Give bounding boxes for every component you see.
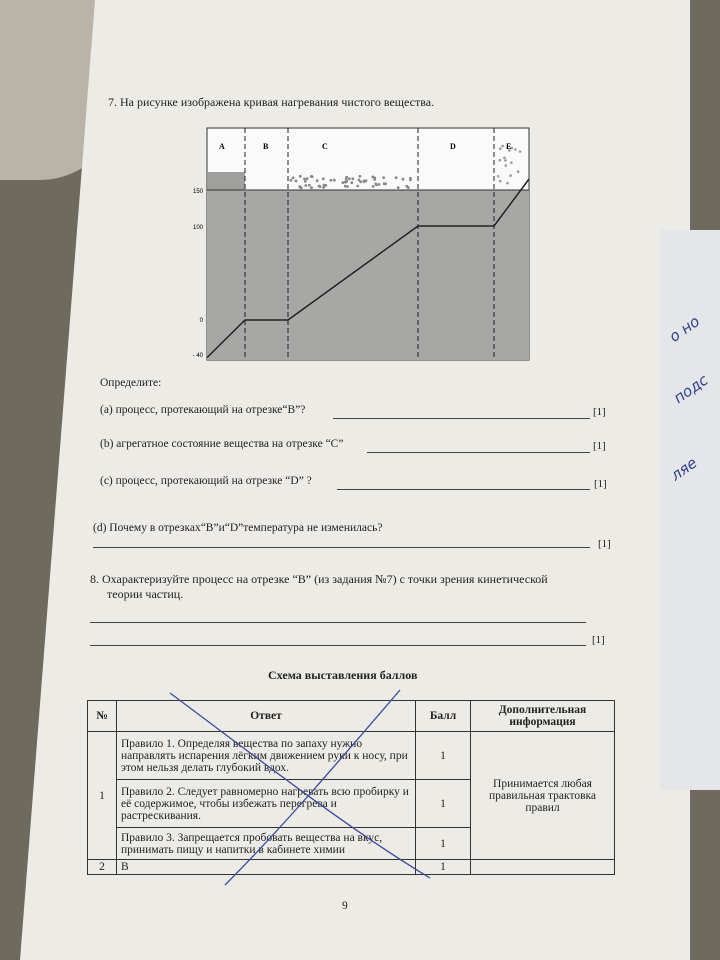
scoring-table xyxy=(87,700,615,875)
handwriting-fragment: о но xyxy=(665,312,704,346)
y-tick-label: 150 xyxy=(192,189,203,195)
handwriting-fragment: подс xyxy=(670,370,712,408)
particle-dot xyxy=(499,180,502,183)
particle-dot xyxy=(363,180,366,183)
particle-dot xyxy=(358,179,361,182)
q8-answer-line-2[interactable] xyxy=(90,645,586,646)
particle-dot xyxy=(517,170,520,173)
y-tick-label: - 40 xyxy=(192,353,203,359)
particle-dot xyxy=(322,177,325,180)
q7b-text: (b) агрегатное состояние вещества на отрезке “С” xyxy=(100,438,344,450)
q7a-answer-line[interactable] xyxy=(333,418,590,419)
particle-dot xyxy=(300,187,303,190)
particle-dot xyxy=(318,185,321,188)
y-tick-label: 0 xyxy=(199,318,203,324)
particle-dot xyxy=(372,185,375,188)
particle-dot xyxy=(383,182,386,185)
particle-dot xyxy=(304,184,307,187)
particle-dot xyxy=(304,180,307,183)
segment-label: A xyxy=(219,142,225,151)
q8-mark: [1] xyxy=(592,634,605,646)
particle-dot xyxy=(323,184,326,187)
determine-label: Определите: xyxy=(100,377,162,389)
question-8-title: 8. Охарактеризуйте процесс на отрезке “B” (из задания №7) с точки зрения кинетической xyxy=(90,572,548,586)
particle-dot xyxy=(303,178,306,181)
particle-dot xyxy=(497,175,500,178)
q7c-answer-line[interactable] xyxy=(337,489,590,490)
particle-dot xyxy=(506,182,509,185)
q7c-mark: [1] xyxy=(594,478,607,490)
answer-2: B xyxy=(117,860,416,875)
particle-dot xyxy=(402,178,405,181)
particle-dot xyxy=(299,175,302,178)
particle-dot xyxy=(346,185,349,188)
chart-fill xyxy=(207,190,529,360)
particle-dot xyxy=(333,179,336,182)
particle-dot xyxy=(350,181,353,184)
header-score: Балл xyxy=(416,701,471,732)
question-8-title-2: теории частиц. xyxy=(107,587,184,601)
particle-dot xyxy=(348,177,351,180)
particle-dot xyxy=(503,157,506,160)
header-info: Дополнительная информация xyxy=(471,701,615,732)
page-number: 9 xyxy=(342,900,348,912)
info-cell: Принимается любая правильная трактовка правил xyxy=(471,732,615,860)
particle-dot xyxy=(409,179,412,182)
row-num-1: 1 xyxy=(88,732,117,860)
particle-dot xyxy=(345,180,348,183)
y-tick-label: 100 xyxy=(192,225,203,231)
particle-dot xyxy=(519,150,522,153)
segment-label: C xyxy=(322,142,328,151)
score-4: 1 xyxy=(416,860,471,875)
row-num-2: 2 xyxy=(88,860,117,875)
particle-dot xyxy=(306,177,309,180)
particle-dot xyxy=(290,179,293,182)
q7d-mark: [1] xyxy=(598,538,611,550)
particle-dot xyxy=(322,186,325,189)
particle-dot xyxy=(397,186,400,189)
q7b-mark: [1] xyxy=(593,440,606,452)
particle-dot xyxy=(510,161,513,164)
solid-particles xyxy=(208,172,245,190)
segment-label: D xyxy=(450,142,456,151)
particle-dot xyxy=(356,185,359,188)
particle-dot xyxy=(405,185,408,188)
particle-dot xyxy=(378,183,381,186)
segment-label: B xyxy=(263,142,269,151)
q7a-text: (a) процесс, протекающий на отрезке“B”? xyxy=(100,404,306,416)
particle-dot xyxy=(505,164,508,167)
particle-dot xyxy=(504,159,507,162)
score-3: 1 xyxy=(416,828,471,860)
q7c-text: (c) процесс, протекающий на отрезке “D” ? xyxy=(100,475,312,487)
segment-label: E xyxy=(506,142,512,151)
q7b-answer-line[interactable] xyxy=(367,452,590,453)
particle-dot xyxy=(310,175,313,178)
q7a-mark: [1] xyxy=(593,406,606,418)
rule-2: Правило 2. Следует равномерно нагревать всю пробирку и её содержимое, чтобы избежать перегрева и растрескивания. xyxy=(117,780,416,828)
particle-dot xyxy=(351,177,354,180)
score-2: 1 xyxy=(416,780,471,828)
q7d-text: (d) Почему в отрезках“B”и“D”температура не изменилась? xyxy=(93,522,383,534)
rule-3: Правило 3. Запрещается пробовать вещества на вкус, принимать пищу и напитки в кабинете химии xyxy=(117,828,416,860)
rule-1: Правило 1. Определяя вещества по запаху нужно направлять испарения лёгким движением руки к носу, при этом нельзя делать глубокий вдох. xyxy=(117,732,416,780)
particle-dot xyxy=(295,180,298,183)
particle-dot xyxy=(359,175,362,178)
particle-dot xyxy=(316,179,319,182)
question-7-title: 7. На рисунке изображена кривая нагревания чистого вещества. xyxy=(108,95,435,109)
particle-dot xyxy=(499,147,502,150)
scheme-heading: Схема выставления баллов xyxy=(268,668,418,682)
q8-answer-line-1[interactable] xyxy=(90,622,586,623)
particle-dot xyxy=(345,176,348,179)
header-num: № xyxy=(88,701,117,732)
particle-dot xyxy=(292,177,295,180)
header-answer: Ответ xyxy=(117,701,416,732)
particle-dot xyxy=(395,176,398,179)
particle-dot xyxy=(310,186,313,189)
info-cell-2 xyxy=(471,860,615,875)
particle-dot xyxy=(341,181,344,184)
handwriting-fragment: ляе xyxy=(667,453,701,485)
particle-dot xyxy=(373,178,376,181)
particle-dot xyxy=(514,148,517,151)
particle-dot xyxy=(382,176,385,179)
particle-dot xyxy=(499,159,502,162)
particle-dot xyxy=(375,183,378,186)
score-1: 1 xyxy=(416,732,471,780)
particle-dot xyxy=(308,184,311,187)
particle-dot xyxy=(501,145,504,148)
particle-dot xyxy=(509,174,512,177)
q7d-answer-line[interactable] xyxy=(93,547,590,548)
particle-dot xyxy=(329,179,332,182)
